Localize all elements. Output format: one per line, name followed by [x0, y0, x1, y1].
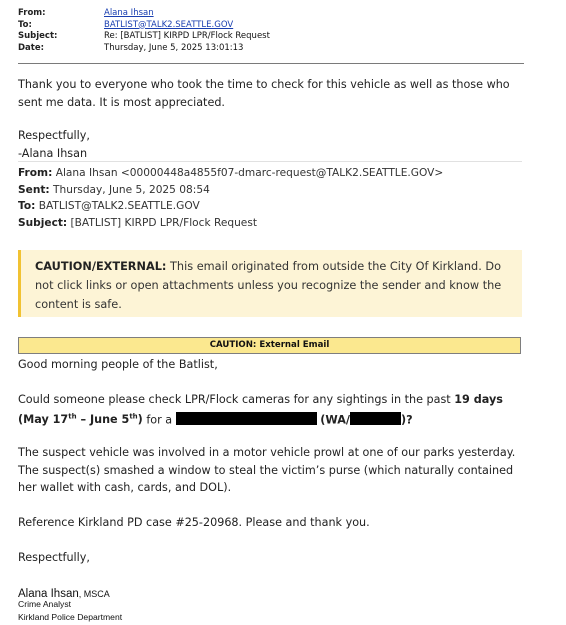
forwarded-subject-value: [BATLIST] KIRPD LPR/Flock Request	[70, 216, 257, 229]
header-to-row	[18, 20, 524, 32]
external-email-banner: CAUTION: External Email	[18, 337, 521, 354]
from-label: From:	[18, 8, 46, 18]
forwarded-sent-row	[18, 182, 528, 199]
request-for-a: for a	[142, 413, 176, 427]
date-label: Date:	[18, 42, 45, 53]
signature-department: Kirkland Police Department	[18, 612, 123, 622]
to-link[interactable]: BATLIST@TALK2.SEATTLE.GOV	[104, 19, 234, 30]
message-paragraph-2: The suspect vehicle was involved in a motor vehicle prowl at one of our parks yesterday. The suspect(s) smashed a window to steal the victim’s purse (which naturally contained her wallet with cash, cards, and DOL).	[18, 446, 516, 494]
forwarded-sent-value: Thursday, June 5, 2025 08:54	[53, 183, 210, 196]
signature-title: Crime Analyst	[18, 599, 72, 609]
forwarded-to-label: To:	[18, 200, 36, 212]
superscript-th-2: th	[129, 412, 138, 421]
reply-body: Thank you to everyone who took the time to check for this vehicle as well as those who sent me data. It is most appreciated.	[18, 78, 510, 109]
forwarded-subject-row	[18, 215, 528, 232]
message-paragraph-3: Reference Kirkland PD case #25-20968. Please and thank you.	[18, 516, 370, 529]
signature-credential: , MSCA	[78, 589, 110, 599]
reply-signoff: -Alana Ihsan	[18, 147, 88, 160]
plate-state: (WA/	[320, 413, 350, 427]
date-value: Thursday, June 5, 2025 13:01:13	[104, 42, 244, 53]
request-text: Could someone please check LPR/Flock cameras for any sightings in the past	[18, 393, 455, 406]
request-dash: – June 5	[76, 413, 130, 427]
email-header	[18, 8, 524, 54]
from-link[interactable]: Alana Ihsan	[104, 8, 154, 18]
forwarded-from-row	[18, 165, 528, 182]
forwarded-subject-label: Subject:	[18, 216, 68, 229]
caution-text: This email originated from outside the City Of Kirkland. Do not click links or open attachments unless you recognize the sender and know the content is safe.	[35, 260, 502, 311]
message-request	[18, 391, 528, 429]
message-closing: Respectfully,	[18, 551, 90, 564]
message-greeting: Good morning people of the Batlist,	[18, 358, 218, 371]
request-bold-start: 19 days (May 17	[18, 393, 503, 427]
forwarded-from-label: From:	[18, 167, 53, 179]
redaction-block-vehicle	[176, 412, 317, 425]
header-divider	[18, 63, 524, 64]
forwarded-header	[18, 165, 528, 231]
forward-divider	[18, 161, 522, 162]
forwarded-to-row	[18, 198, 528, 215]
forwarded-from-value: Alana Ihsan <00000448a4855f07-dmarc-request@TALK2.SEATTLE.GOV>	[55, 167, 444, 179]
forwarded-sent-label: Sent:	[18, 183, 50, 196]
signature-name: Alana Ihsan	[18, 588, 79, 600]
reply-closing: Respectfully,	[18, 129, 90, 142]
header-subject-row	[18, 31, 524, 43]
header-date-row	[18, 43, 524, 55]
to-label: To:	[18, 19, 32, 30]
forwarded-to-value: BATLIST@TALK2.SEATTLE.GOV	[38, 200, 200, 212]
plate-close: )?	[400, 413, 413, 427]
request-close-paren: )	[137, 413, 143, 427]
caution-title: CAUTION/EXTERNAL:	[35, 260, 167, 273]
subject-label: Subject:	[18, 31, 58, 42]
superscript-th-1: th	[68, 412, 77, 421]
redaction-block-plate	[350, 412, 401, 425]
caution-box	[18, 250, 522, 317]
subject-value: Re: [BATLIST] KIRPD LPR/Flock Request	[104, 31, 270, 42]
header-from-row	[18, 8, 524, 20]
